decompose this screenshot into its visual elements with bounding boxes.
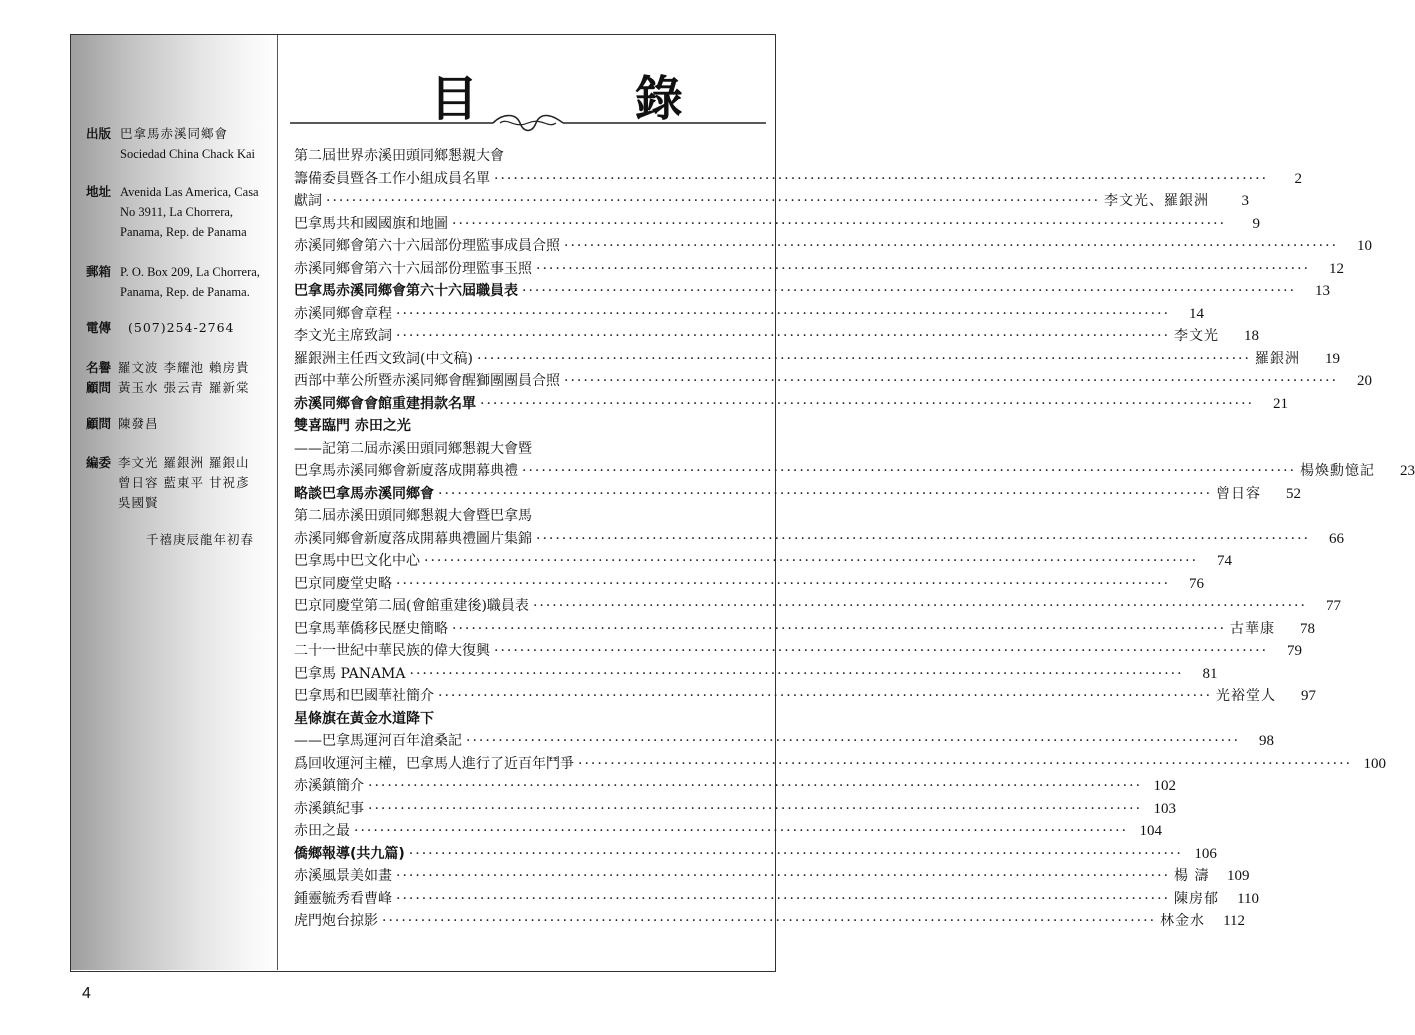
toc-leader-dots: ························································································································ xyxy=(438,485,1213,502)
toc-entry-page: 14 xyxy=(1189,305,1205,322)
toc-leader-dots: ························································································································ xyxy=(564,373,1339,389)
publication-date: 千禧庚辰龍年初春 xyxy=(146,532,255,547)
toc-entry xyxy=(294,235,1373,257)
toc-entry xyxy=(294,640,1303,662)
toc-entry-page: 102 xyxy=(1153,778,1177,794)
toc-entry-title: 巴拿馬共和國國旗和地圖 xyxy=(294,215,448,232)
toc-entry-title: 赤溪同鄉會第六十六屆部份理監事玉照 xyxy=(294,260,532,277)
toc-entry xyxy=(294,460,1415,482)
toc-entry-title: 赤溪風景美如畫 xyxy=(294,868,392,884)
toc-entry xyxy=(294,820,1163,842)
toc-entry xyxy=(294,190,1250,212)
toc-entry-title: 巴拿馬赤溪同鄉會新廈落成開幕典禮 xyxy=(294,463,518,479)
toc-entry xyxy=(294,595,1341,617)
toc-leader-dots: ························································································································ xyxy=(564,238,1339,254)
toc-entry xyxy=(294,618,1316,640)
toc-leader-dots: ························································································································ xyxy=(396,305,1171,322)
toc-leader-dots: ························································································································ xyxy=(368,800,1143,817)
toc-entry-author: 古華康 xyxy=(1230,620,1276,637)
toc-entry-page: 20 xyxy=(1357,373,1373,389)
honorary-label: 名譽 xyxy=(86,360,112,375)
toc-leader-dots: ························································································································ xyxy=(522,463,1297,479)
toc-entry xyxy=(294,753,1387,775)
toc-entry-page: 79 xyxy=(1287,643,1303,659)
toc-entry-title: 巴京同慶堂史略 xyxy=(294,575,392,592)
toc-entry-title: ——巴拿馬運河百年滄桑記 xyxy=(294,733,462,749)
toc-leader-dots: ························································································································ xyxy=(326,193,1101,209)
toc-entry-title: 赤溪鎮簡介 xyxy=(294,778,364,794)
toc-entry xyxy=(294,550,1233,572)
toc-entry-title: 西部中華公所暨赤溪同鄉會醒獅團團員合照 xyxy=(294,373,560,389)
toc-entry-page: 74 xyxy=(1217,553,1233,569)
page-title: 目 錄 xyxy=(430,71,753,127)
toc-entry-title: 雙喜臨門 赤田之光 xyxy=(294,418,411,434)
toc-entry-title: ——記第二屆赤溪田頭同鄉懇親大會暨 xyxy=(294,440,532,457)
toc-entry-author: 李文光、羅銀洲 xyxy=(1104,193,1210,209)
toc-entry-page: 18 xyxy=(1244,328,1260,344)
toc-entry-page: 23 xyxy=(1400,463,1415,479)
toc-entry-page: 109 xyxy=(1226,868,1250,884)
toc-entry-page: 21 xyxy=(1273,395,1289,412)
toc-entry xyxy=(294,775,1177,797)
toc-leader-dots: ························································································································ xyxy=(368,778,1143,794)
toc-leader-dots: ························································································································ xyxy=(494,170,1269,187)
toc-entry-title: 星條旗在黃金水道降下 xyxy=(294,710,434,727)
toc-entry-page: 52 xyxy=(1286,485,1302,502)
toc-leader-dots: ························································································································ xyxy=(452,620,1227,637)
toc-entry xyxy=(294,213,1261,235)
toc-leader-dots: ························································································································ xyxy=(438,688,1213,704)
toc-entry xyxy=(294,483,1302,505)
toc-entry-title: 二十一世紀中華民族的偉大復興 xyxy=(294,643,490,659)
toc-entry-title: 李文光主席致詞 xyxy=(294,328,392,344)
toc-leader-dots: ························································································································ xyxy=(354,823,1129,839)
toc-leader-dots: ························································································································ xyxy=(396,868,1171,884)
toc-entry-title: 虎門炮台掠影 xyxy=(294,913,378,929)
toc-entry xyxy=(294,685,1317,707)
advisor-value: 黃玉水 張云青 羅新棠 xyxy=(118,380,250,395)
toc-leader-dots: ························································································································ xyxy=(522,283,1297,299)
toc-entry xyxy=(294,145,770,167)
toc-entry-title: 巴京同慶堂第二屆(會館重建後)職員表 xyxy=(294,598,529,614)
toc-entry-title: 赤田之最 xyxy=(294,823,350,839)
toc-entry-page: 100 xyxy=(1363,755,1387,772)
toc-leader-dots: ························································································································ xyxy=(494,643,1269,659)
pobox-line: Panama, Rep. de Panama. xyxy=(120,285,250,299)
toc-entry-title: 獻詞 xyxy=(294,193,322,209)
toc-entry-author: 楊煥勳憶記 xyxy=(1300,463,1376,479)
toc-leader-dots: ························································································································ xyxy=(424,553,1199,569)
toc-entry xyxy=(294,730,1275,752)
toc-entry-title: 第二屆赤溪田頭同鄉懇親大會暨巴拿馬 xyxy=(294,508,532,524)
toc-entry xyxy=(294,415,770,437)
address-line: No 3911, La Chorrera, xyxy=(120,205,234,219)
toc-entry-page: 77 xyxy=(1325,598,1341,614)
advisor-label: 顧問 xyxy=(86,380,112,395)
toc-entry-page: 2 xyxy=(1294,170,1303,187)
toc-entry-title: 赤溪同鄉會章程 xyxy=(294,305,392,322)
toc-entry-page: 81 xyxy=(1202,665,1218,682)
toc-entry xyxy=(294,168,1303,190)
toc-entry-author: 光裕堂人 xyxy=(1216,688,1277,704)
toc-entry xyxy=(294,708,770,730)
address-line: Avenida Las America, Casa xyxy=(120,185,259,199)
publisher-label: 出版 xyxy=(86,126,112,141)
toc-leader-dots: ························································································································ xyxy=(396,328,1171,344)
publisher-name-es: Sociedad China Chack Kai xyxy=(120,147,256,161)
toc-leader-dots: ························································································································ xyxy=(409,665,1184,682)
toc-entry-page: 106 xyxy=(1194,845,1217,862)
toc-entry xyxy=(294,505,770,527)
toc-entry-title: 爲回收運河主權，巴拿馬人進行了近百年鬥爭 xyxy=(294,755,574,772)
toc-leader-dots: ························································································································ xyxy=(536,260,1311,277)
toc-entry-title: 鍾靈毓秀看曹峰 xyxy=(294,890,392,907)
toc-entry-title: 僑鄉報導(共九篇) xyxy=(294,845,405,862)
toc-entry-page: 98 xyxy=(1259,733,1275,749)
toc-entry-page: 19 xyxy=(1324,350,1340,367)
toc-entry-page: 78 xyxy=(1300,620,1316,637)
toc-entry-page: 9 xyxy=(1252,215,1261,232)
toc-entry xyxy=(294,888,1260,910)
toc-entry-page: 13 xyxy=(1315,283,1331,299)
toc-leader-dots: ························································································································ xyxy=(396,575,1171,592)
phone-label: 電傳 xyxy=(86,320,112,335)
phone-value: (507)254-2764 xyxy=(128,320,235,335)
toc-leader-dots: ························································································································ xyxy=(578,755,1353,772)
toc-entry-title: 第二屆世界赤溪田頭同鄉懇親大會 xyxy=(294,148,504,164)
toc-entry-author: 李文光 xyxy=(1174,328,1220,344)
address-label: 地址 xyxy=(86,184,112,199)
toc-entry-title: 赤溪鎮紀事 xyxy=(294,800,364,817)
toc-entry-page: 12 xyxy=(1329,260,1345,277)
editor-line: 曾日容 藍東平 甘祝彥 xyxy=(118,475,250,490)
toc-entry xyxy=(294,370,1373,392)
toc-entry-title: 籌備委員暨各工作小組成員名單 xyxy=(294,170,490,187)
toc-entry-title: 巴拿馬中巴文化中心 xyxy=(294,553,420,569)
toc-leader-dots: ························································································································ xyxy=(532,598,1307,614)
toc-leader-dots: ························································································································ xyxy=(480,395,1255,412)
toc-entry xyxy=(294,910,1246,932)
honorary-value: 羅文波 李耀池 賴房貴 xyxy=(118,360,250,375)
toc-leader-dots: ························································································································ xyxy=(452,215,1227,232)
toc-entry xyxy=(294,393,1289,415)
toc-entry-page: 3 xyxy=(1241,193,1250,209)
ornament-divider-icon xyxy=(288,110,768,136)
toc-entry xyxy=(294,663,1218,685)
toc-leader-dots: ························································································································ xyxy=(476,350,1251,367)
editor-line: 李文光 羅銀洲 羅銀山 xyxy=(118,455,250,470)
toc-entry-page: 66 xyxy=(1329,530,1345,547)
toc-entry xyxy=(294,258,1345,280)
toc-entry-author: 曾日容 xyxy=(1216,485,1262,502)
toc-leader-dots: ························································································································ xyxy=(396,890,1171,907)
toc-entry-title: 赤溪同鄉會會館重建捐款名單 xyxy=(294,395,476,412)
address-line: Panama, Rep. de Panama xyxy=(120,225,247,239)
toc-entry-page: 10 xyxy=(1357,238,1373,254)
toc-entry xyxy=(294,280,1331,302)
advisor2-value: 陳發昌 xyxy=(118,416,159,431)
toc-entry-title: 赤溪同鄉會第六十六屆部份理監事成員合照 xyxy=(294,238,560,254)
toc-entry xyxy=(294,528,1345,550)
toc-entry xyxy=(294,798,1177,820)
toc-entry-title: 赤溪同鄉會新廈落成開幕典禮圖片集錦 xyxy=(294,530,532,547)
toc-entry-title: 羅銀洲主任西文致詞(中文稿) xyxy=(294,350,473,367)
toc-entry-author: 陳房郁 xyxy=(1174,890,1220,907)
pobox-line: P. O. Box 209, La Chorrera, xyxy=(120,265,260,279)
toc-entry xyxy=(294,843,1217,865)
toc-leader-dots: ························································································································ xyxy=(466,733,1241,749)
toc-entry-page: 112 xyxy=(1223,913,1246,929)
toc-entry-author: 楊 濤 xyxy=(1174,868,1210,884)
toc-entry-page: 104 xyxy=(1139,823,1163,839)
toc-leader-dots: ························································································································ xyxy=(408,845,1183,862)
toc-entry-page: 97 xyxy=(1301,688,1317,704)
toc-entry-title: 略談巴拿馬赤溪同鄉會 xyxy=(294,485,434,502)
toc-entry-title: 巴拿馬華僑移民歷史簡略 xyxy=(294,620,448,637)
publisher-name: 巴拿馬赤溪同鄉會 xyxy=(120,126,229,141)
toc-entry xyxy=(294,303,1205,325)
pobox-label: 郵箱 xyxy=(86,264,112,279)
editor-line: 吳國賢 xyxy=(118,495,159,510)
editor-label: 編委 xyxy=(86,455,112,470)
toc-entry-author: 羅銀洲 xyxy=(1254,350,1300,367)
page-number: 4 xyxy=(82,985,91,1002)
toc-entry xyxy=(294,325,1260,347)
toc-entry-page: 76 xyxy=(1189,575,1205,592)
toc-entry xyxy=(294,573,1205,595)
toc-entry-title: 巴拿馬赤溪同鄉會第六十六屆職員表 xyxy=(294,283,518,299)
toc-entry-page: 103 xyxy=(1153,800,1177,817)
toc-entry-author: 林金水 xyxy=(1160,913,1206,929)
toc-entry-title: 巴拿馬和巴國華社簡介 xyxy=(294,688,434,704)
toc-entry-title: 巴拿馬 PANAMA xyxy=(294,665,406,682)
advisor2-label: 顧問 xyxy=(86,416,112,431)
toc-leader-dots: ························································································································ xyxy=(382,913,1157,929)
toc-entry xyxy=(294,865,1250,887)
toc-entry-page: 110 xyxy=(1237,890,1260,907)
toc-entry xyxy=(294,348,1340,370)
toc-entry xyxy=(294,438,770,460)
toc-leader-dots: ························································································································ xyxy=(536,530,1311,547)
